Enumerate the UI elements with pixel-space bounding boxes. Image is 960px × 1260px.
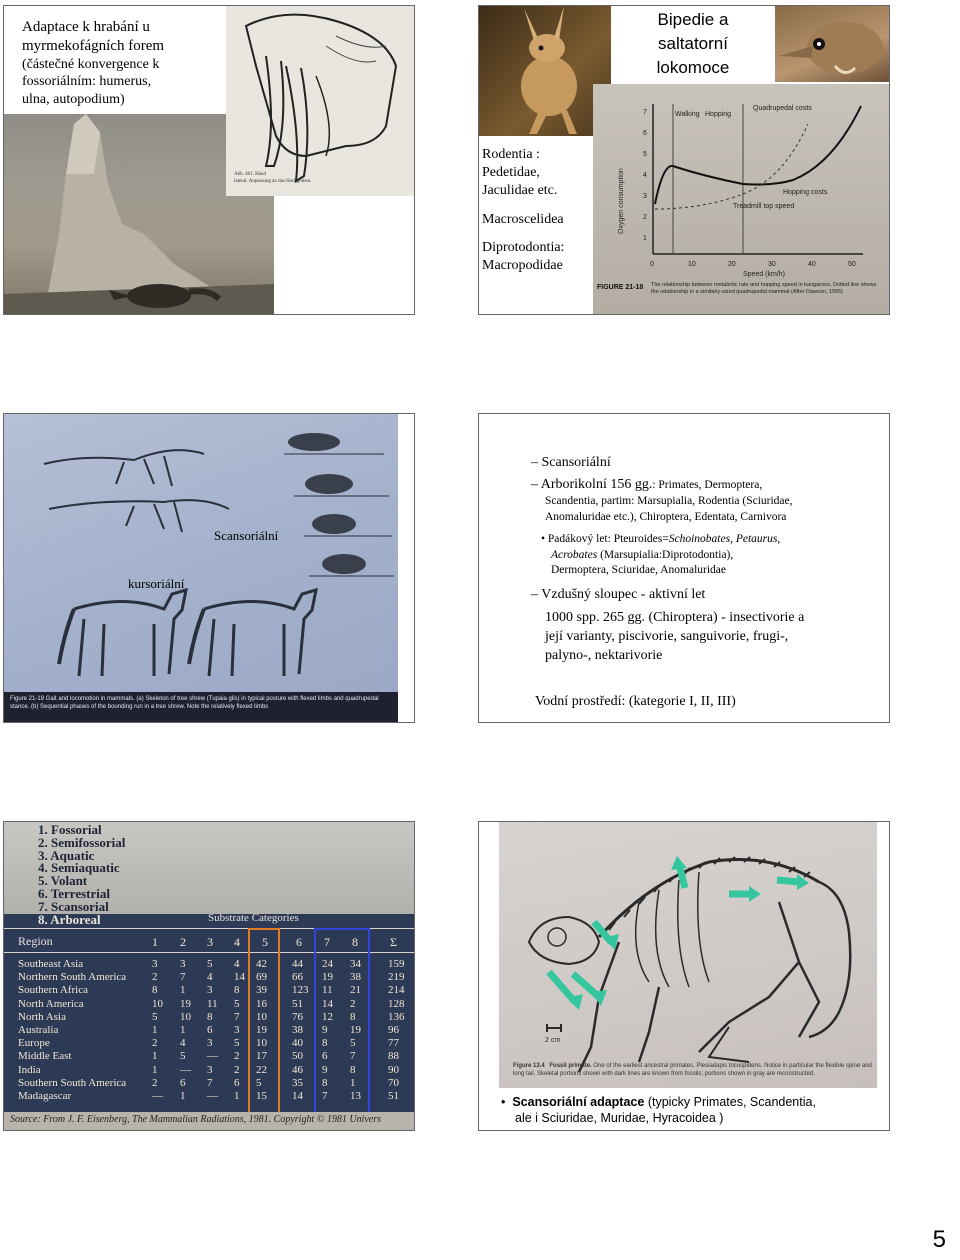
- value-cell: 14: [322, 997, 333, 1010]
- scansorial-label: Scansoriální: [214, 528, 279, 543]
- value-cell: 24: [322, 958, 333, 970]
- value-cell: —: [207, 1050, 218, 1063]
- value-cell: 76: [292, 1010, 303, 1023]
- value-cell: 19: [322, 971, 333, 984]
- value-cell: —: [180, 1063, 191, 1076]
- diprotodontia-label: Diprotodontia:: [482, 239, 565, 255]
- slide-bipedal-locomotion: [478, 5, 890, 315]
- diprotodontia-family: Macropodidae: [482, 257, 563, 273]
- value-cell: 123: [292, 984, 309, 997]
- col-header: 5: [262, 935, 268, 949]
- value-cell: 2: [234, 1050, 240, 1063]
- rodentia-family: Pedetidae,: [482, 165, 540, 181]
- value-cell: 1: [152, 1050, 158, 1063]
- x-tick: 0: [650, 261, 654, 268]
- category-item: 7. Scansorial: [38, 898, 109, 914]
- value-cell: 8: [350, 1063, 356, 1076]
- col-header: Σ: [390, 935, 397, 949]
- scansorial-adaptation-bullet: [501, 1094, 881, 1127]
- col-header: 6: [296, 935, 302, 949]
- col-header: 1: [152, 935, 158, 949]
- value-cell: 7: [350, 1050, 356, 1063]
- substrate-header: Substrate Categories: [208, 912, 299, 924]
- arboreal-line: Anomaluridae etc.), Chiroptera, Edentata, Carnivora: [545, 510, 787, 523]
- digging-adaptation-text: [22, 18, 222, 108]
- value-cell: 46: [292, 1063, 303, 1076]
- value-cell: 7: [180, 971, 186, 984]
- value-cell: 8: [152, 984, 158, 997]
- slide-habitats-text: [478, 413, 890, 723]
- value-cell: 19: [180, 997, 191, 1010]
- fossil-figure-title: Fossil primate.: [549, 1063, 592, 1069]
- value-cell: 51: [388, 1090, 399, 1102]
- value-cell: 10: [256, 1037, 267, 1050]
- value-cell: 8: [234, 984, 240, 997]
- fossil-primate-photo: [499, 822, 877, 1088]
- value-cell: 35: [292, 1076, 303, 1089]
- value-cell: 2: [152, 971, 158, 984]
- claw-caption-1: Abb. 461. Hand: [234, 172, 266, 177]
- category-item: 5. Volant: [38, 873, 88, 889]
- value-cell: 70: [388, 1076, 399, 1089]
- value-cell: 1: [180, 1024, 186, 1036]
- value-cell: 10: [256, 1010, 267, 1023]
- value-cell: 2: [152, 1037, 158, 1050]
- value-cell: 66: [292, 971, 303, 984]
- value-cell: 5: [152, 1010, 158, 1023]
- aerial-block: [531, 586, 883, 666]
- y-tick: 5: [643, 151, 647, 158]
- value-cell: 17: [256, 1050, 267, 1063]
- gliding-families: Dermoptera, Sciuridae, Anomaluridae: [551, 564, 726, 577]
- value-cell: 6: [180, 1076, 186, 1089]
- slide-substrate-table: [3, 821, 415, 1131]
- arboreal-block: [531, 476, 883, 525]
- value-cell: 19: [350, 1024, 361, 1036]
- value-cell: 39: [256, 984, 267, 997]
- region-header: Region: [18, 934, 53, 948]
- source-bar: [4, 1112, 414, 1130]
- figure-number: FIGURE 21-18: [597, 284, 644, 291]
- value-cell: 1: [234, 1090, 240, 1102]
- category-item: 4. Semiaquatic: [38, 860, 120, 876]
- value-cell: 3: [234, 1024, 240, 1036]
- text-line: myrmekofágních forem: [22, 37, 165, 54]
- value-cell: 11: [207, 997, 218, 1010]
- bullet-icon: •: [541, 533, 548, 545]
- value-cell: 12: [322, 1010, 333, 1023]
- value-cell: 8: [207, 1010, 213, 1023]
- claw-caption-2: lateral. Anpassung an das Hackgraben.: [234, 178, 312, 184]
- y-tick: 7: [643, 109, 647, 116]
- value-cell: 38: [292, 1024, 303, 1036]
- x-tick: 30: [768, 261, 776, 268]
- value-cell: 51: [292, 997, 303, 1010]
- aerial-heading: Vzdušný sloupec - aktivní let: [541, 587, 706, 602]
- value-cell: 1: [180, 984, 186, 997]
- arboreal-line: Scandentia, partim: Marsupialia, Rodentia (Sciuridae,: [545, 495, 793, 508]
- value-cell: 38: [350, 971, 361, 984]
- col-header: 2: [180, 935, 186, 949]
- macroscelidea-label: Macroscelidea: [482, 211, 564, 227]
- value-cell: 214: [388, 984, 405, 997]
- graph-caption: The relationship between metabolic rate and hopping speed in kangaroos. Dotted line shows the relationship in a similarly-sized quadrupedal mammal (After Dawson, 1995): [651, 282, 877, 296]
- scansorial-heading: Scansoriální: [541, 455, 611, 470]
- value-cell: 69: [256, 971, 267, 984]
- walking-label: Walking: [675, 111, 700, 118]
- highlight-column-5: [248, 928, 280, 1128]
- value-cell: 88: [388, 1050, 399, 1063]
- value-cell: 5: [180, 1050, 186, 1063]
- region-cell: India: [18, 1063, 41, 1076]
- region-cell: Southern South America: [18, 1076, 127, 1089]
- y-tick: 1: [643, 235, 647, 242]
- dash-icon: –: [531, 455, 542, 470]
- category-item: 1. Fossorial: [38, 822, 102, 837]
- text-line: fossoriálním: humerus,: [22, 74, 152, 89]
- value-cell: 1: [350, 1076, 356, 1089]
- value-cell: 5: [350, 1037, 356, 1050]
- col-header: 8: [352, 935, 358, 949]
- dash-icon: –: [531, 587, 542, 602]
- value-cell: 3: [207, 984, 213, 997]
- region-cell: North America: [18, 997, 84, 1010]
- category-item: 2. Semifossorial: [38, 834, 126, 850]
- value-cell: 5: [207, 958, 213, 970]
- aerial-line: 1000 spp. 265 gg. (Chiroptera) - insectivorie a: [545, 609, 805, 625]
- value-cell: 9: [322, 1024, 328, 1036]
- y-tick: 2: [643, 214, 647, 221]
- bullet-icon: •: [501, 1095, 513, 1109]
- gliding-prefix: Padákový let: Pteuroides=: [547, 533, 669, 545]
- aquatic-line: Vodní prostředí: (kategorie I, II, III): [535, 694, 736, 709]
- value-cell: 14: [234, 971, 245, 984]
- hopping-label: Hopping: [705, 111, 732, 118]
- value-cell: 4: [180, 1037, 186, 1050]
- value-cell: 2: [350, 997, 356, 1010]
- fossil-figure-label: Figure 13.4: [513, 1063, 545, 1069]
- value-cell: 8: [350, 1010, 356, 1023]
- y-tick: 6: [643, 130, 647, 137]
- value-cell: 8: [322, 1037, 328, 1050]
- value-cell: 5: [234, 997, 240, 1010]
- value-cell: —: [152, 1090, 163, 1102]
- value-cell: 159: [388, 958, 405, 970]
- value-cell: 2: [234, 1063, 240, 1076]
- region-cell: North Asia: [18, 1010, 66, 1023]
- table-source: Source: From J. F. Eisenberg, The Mammalian Radiations, 1981. Copyright © 1981 Univers: [10, 1114, 381, 1125]
- value-cell: 11: [322, 984, 333, 997]
- slide-title: [611, 8, 775, 80]
- value-cell: 10: [180, 1010, 191, 1023]
- value-cell: 15: [256, 1090, 267, 1102]
- x-tick: 10: [688, 261, 696, 268]
- value-cell: 7: [322, 1090, 328, 1102]
- rodentia-family: Jaculidae etc.: [482, 183, 558, 199]
- value-cell: 40: [292, 1037, 303, 1050]
- title-line: Bipedie a: [657, 10, 729, 29]
- y-tick: 3: [643, 193, 647, 200]
- value-cell: 2: [152, 1076, 158, 1089]
- value-cell: 128: [388, 997, 405, 1010]
- value-cell: 9: [322, 1063, 328, 1076]
- value-cell: 3: [207, 1063, 213, 1076]
- category-item: 3. Aquatic: [38, 847, 95, 863]
- text-line: ulna, autopodium): [22, 91, 125, 107]
- x-axis-label: Speed (km/h): [743, 271, 786, 278]
- category-item: 8. Arboreal: [38, 912, 101, 927]
- taxa-list: [482, 146, 594, 275]
- col-header: 7: [324, 935, 330, 949]
- dash-icon: –: [531, 477, 541, 492]
- value-cell: 21: [350, 984, 361, 997]
- slide-digging-adaptation: [3, 5, 415, 315]
- claw-illustration: [226, 6, 414, 196]
- fossil-caption: [513, 1062, 873, 1078]
- cursorial-label: kursoriální: [128, 576, 185, 591]
- treadmill-label: Treadmill top speed: [733, 203, 795, 210]
- x-tick: 20: [728, 261, 736, 268]
- scansorial-heading-line: [531, 454, 881, 472]
- value-cell: 1: [152, 1063, 158, 1076]
- category-list: [4, 822, 414, 914]
- text-line: Adaptace k hrabání u: [22, 19, 150, 35]
- aerial-line: její varianty, piscivorie, sanguivorie, frugi-,: [545, 628, 789, 644]
- value-cell: 90: [388, 1063, 399, 1076]
- region-cell: Northern South America: [18, 971, 127, 984]
- value-cell: 6: [234, 1076, 240, 1089]
- value-cell: 96: [388, 1024, 399, 1036]
- region-cell: Australia: [18, 1024, 59, 1036]
- value-cell: 5: [256, 1076, 262, 1089]
- scansorial-adaptation-taxa-2: ale i Sciuridae, Muridae, Hyracoidea ): [515, 1111, 724, 1126]
- region-cell: Madagascar: [18, 1090, 72, 1102]
- highlight-columns-7-8: [314, 928, 370, 1128]
- col-header: 4: [234, 935, 240, 949]
- scale-label: 2 cm: [545, 1037, 561, 1044]
- gliding-taxon: (Marsupialia:Diprotodontia),: [597, 548, 734, 561]
- arboreal-heading: Arborikolní 156 gg.: [540, 477, 653, 492]
- slide-fossil-primate: [478, 821, 890, 1131]
- gliding-genera: Schoinobates, Petaurus,: [668, 533, 781, 545]
- oxygen-speed-graph: [593, 84, 889, 314]
- scansorial-adaptation-taxa: (typicky Primates, Scandentia,: [644, 1095, 816, 1109]
- value-cell: 13: [350, 1090, 361, 1102]
- jerboa-photo: [479, 6, 611, 136]
- hopping-costs-label: Hopping costs: [783, 189, 828, 196]
- value-cell: —: [207, 1090, 218, 1102]
- y-tick: 4: [643, 172, 647, 179]
- rodentia-label: Rodentia :: [482, 147, 540, 162]
- text-line: (částečné konvergence k: [22, 56, 160, 72]
- y-axis-label: Oxygen consumption: [618, 168, 625, 234]
- value-cell: 42: [256, 958, 267, 970]
- value-cell: 22: [256, 1063, 267, 1076]
- region-cell: Middle East: [18, 1050, 72, 1063]
- elephant-shrew-photo: [775, 6, 889, 82]
- region-cell: Southeast Asia: [18, 958, 84, 970]
- value-cell: 7: [234, 1010, 240, 1023]
- value-cell: 3: [207, 1037, 213, 1050]
- value-cell: 10: [152, 997, 163, 1010]
- value-cell: 1: [152, 1024, 158, 1036]
- aerial-line: palyno-, nektarivorie: [545, 647, 663, 663]
- value-cell: 219: [388, 971, 405, 984]
- value-cell: 6: [207, 1024, 213, 1036]
- value-cell: 77: [388, 1037, 399, 1050]
- value-cell: 1: [180, 1090, 186, 1102]
- slide-cursorial-scansorial: [3, 413, 415, 723]
- value-cell: 19: [256, 1024, 267, 1036]
- value-cell: 4: [207, 971, 213, 984]
- x-tick: 50: [848, 261, 856, 268]
- value-cell: 14: [292, 1090, 303, 1102]
- figure-caption: Figure 21-19 Gait and locomotion in mammals. (a) Skeleton of tree shrew (Tupaia glis) in typical posture with flexed limbs and quadrupedal stance. (b) Sequential phases of the bounding run in a tree shrew. Note the relatively flexed limbs: [10, 696, 379, 710]
- gliding-genus: Acrobates: [551, 548, 598, 561]
- title-line: saltatorní: [658, 34, 728, 54]
- locomotion-figure: [4, 414, 398, 722]
- page-number: 5: [932, 1226, 946, 1253]
- value-cell: 136: [388, 1010, 405, 1023]
- quadrupedal-label: Quadrupedal costs: [753, 105, 812, 112]
- value-cell: 7: [207, 1076, 213, 1089]
- value-cell: 16: [256, 997, 267, 1010]
- value-cell: 34: [350, 958, 361, 970]
- x-tick: 40: [808, 261, 816, 268]
- value-cell: 4: [234, 958, 240, 970]
- region-cell: Southern Africa: [18, 984, 88, 997]
- value-cell: 6: [322, 1050, 328, 1063]
- value-cell: 3: [180, 958, 186, 970]
- value-cell: 8: [322, 1076, 328, 1089]
- col-header: 3: [207, 935, 213, 949]
- arrow-icon: [729, 886, 761, 902]
- category-item: 6. Terrestrial: [38, 885, 110, 901]
- region-cell: Europe: [18, 1037, 50, 1050]
- scansorial-adaptation-heading: Scansoriální adaptace: [512, 1095, 645, 1109]
- value-cell: 3: [152, 958, 158, 970]
- value-cell: 50: [292, 1050, 303, 1063]
- title-line: lokomoce: [656, 58, 730, 78]
- value-cell: 44: [292, 958, 303, 970]
- gliding-bullet: [541, 532, 881, 579]
- arboreal-orders: : Primates, Dermoptera,: [652, 479, 763, 491]
- fossil-figure-caption: One of the earliest ancestral primates, Plesiadapis tricuspidens. Notice in particular the flexible spine and long tail. Skeletal portions shown with dark lines are known from fossils; portions shown in gray are reconstructed.: [513, 1063, 872, 1078]
- value-cell: 5: [234, 1037, 240, 1050]
